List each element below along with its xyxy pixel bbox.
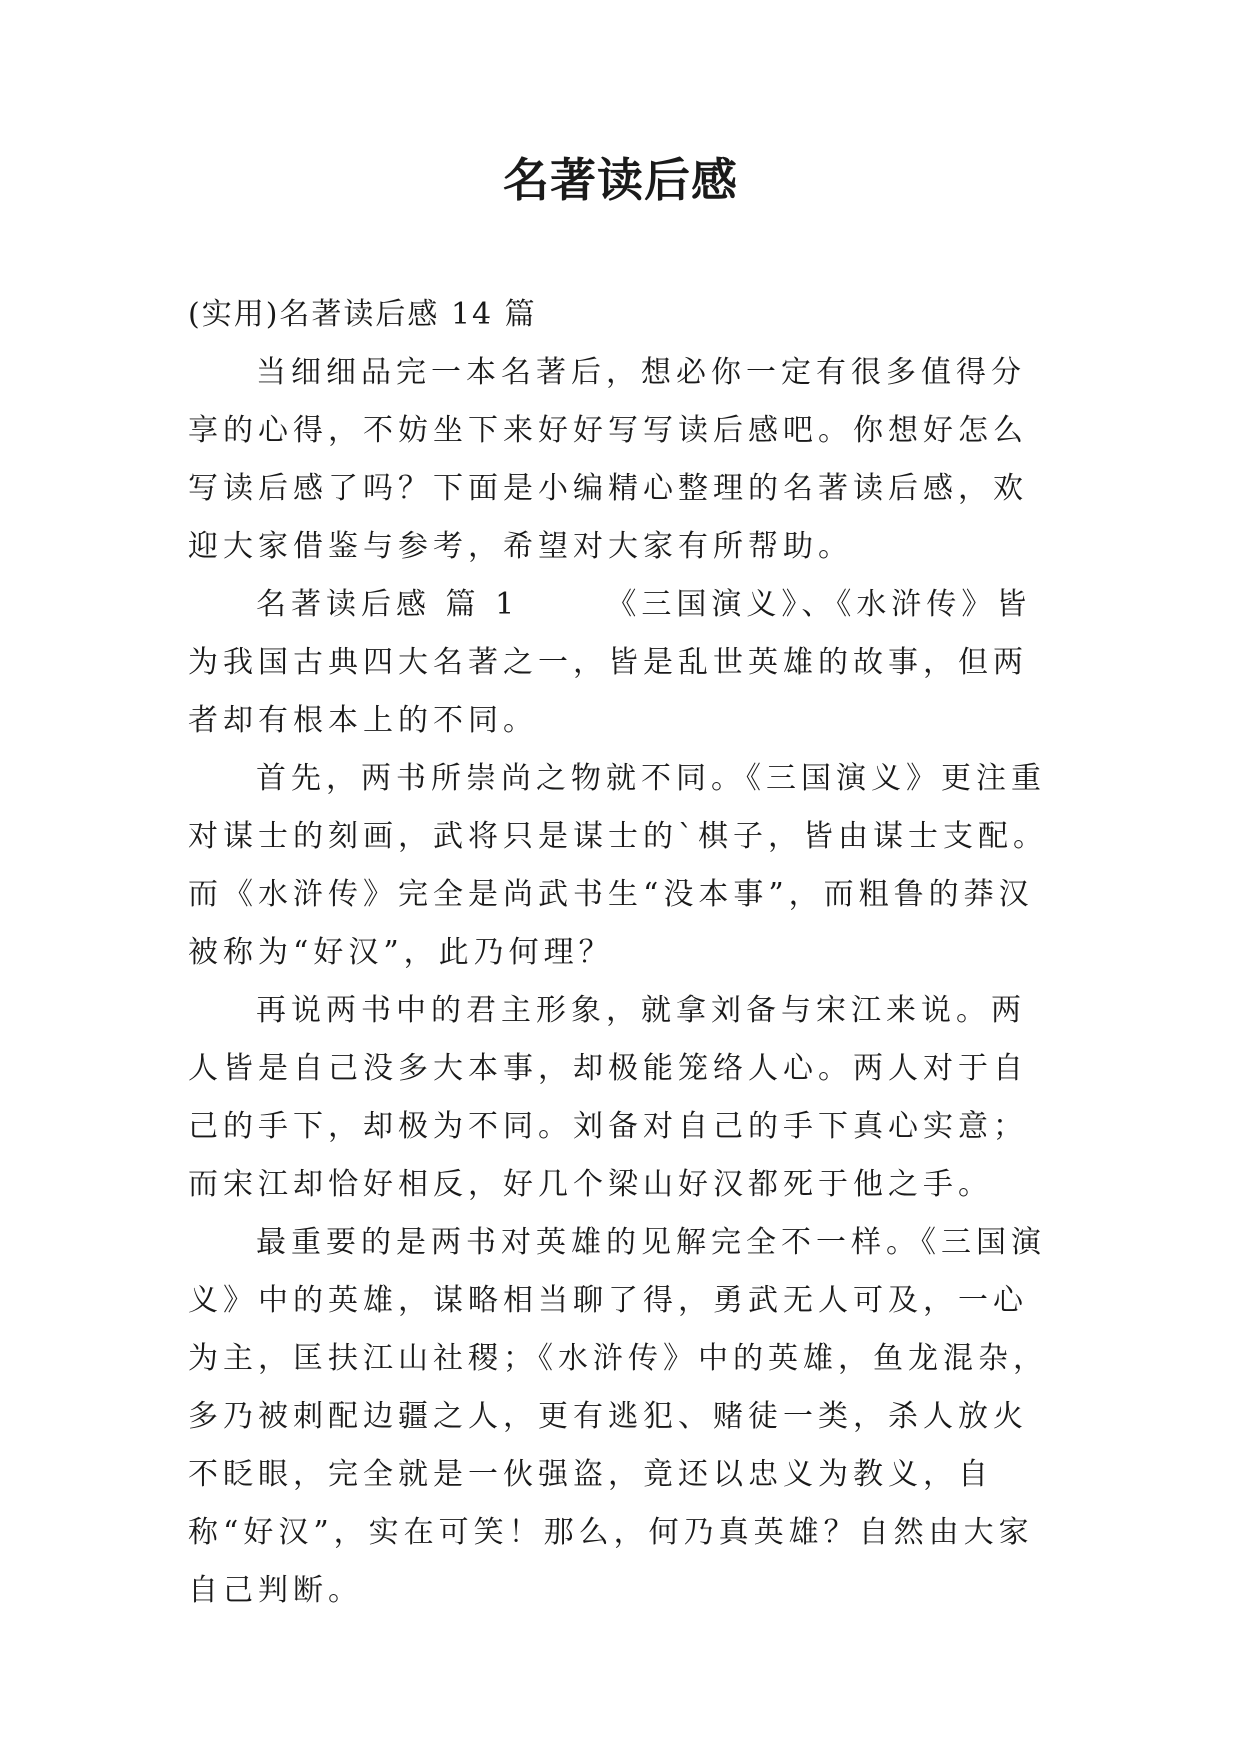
body-paragraph-2: 首先，两书所崇尚之物就不同。《三国演义》更注重对谋士的刻画，武将只是谋士的`棋子，皆由谋士支配。而《水浒传》完全是尚武书生“没本事”，而粗鲁的莽汉被称为“好汉”，此乃何理？ bbox=[188, 761, 1048, 970]
intro-paragraph: 当细细品完一本名著后，想必你一定有很多值得分享的心得，不妨坐下来好好写写读后感吧。你想好怎么写读后感了吗？下面是小编精心整理的名著读后感，欢迎大家借鉴与参考，希望对大家有所帮助。 bbox=[188, 355, 1028, 564]
body-paragraph-3: 再说两书中的君主形象，就拿刘备与宋江来说。两人皆是自己没多大本事，却极能笼络人心。两人对于自己的手下，却极为不同。刘备对自己的手下真心实意；而宋江却恰好相反，好几个梁山好汉都死于他之手。 bbox=[188, 993, 1028, 1202]
section-1-paragraph bbox=[188, 576, 1058, 750]
section-1-text: 《三国演义》、《水浒传》皆为我国古典四大名著之一，皆是乱世英雄的故事，但两者却有根本上的不同。 bbox=[188, 587, 1032, 738]
document-body bbox=[188, 286, 1058, 1620]
body-paragraph-4: 最重要的是两书对英雄的见解完全不一样。《三国演义》中的英雄，谋略相当聊了得，勇武无人可及，一心为主，匡扶江山社稷；《水浒传》中的英雄，鱼龙混杂，多乃被刺配边疆之人，更有逃犯、赌徒一类，杀人放火不眨眼，完全就是一伙强盗，竟还以忠义为教义，自称“好汉”，实在可笑！那么，何乃真英雄？自然由大家自己判断。 bbox=[188, 1225, 1048, 1608]
section-gap bbox=[519, 587, 606, 622]
section-1-heading: 名著读后感 篇 1 bbox=[256, 587, 520, 622]
document-subtitle: (实用)名著读后感 14 篇 bbox=[188, 297, 537, 332]
document-title: 名著读后感 bbox=[503, 153, 738, 207]
